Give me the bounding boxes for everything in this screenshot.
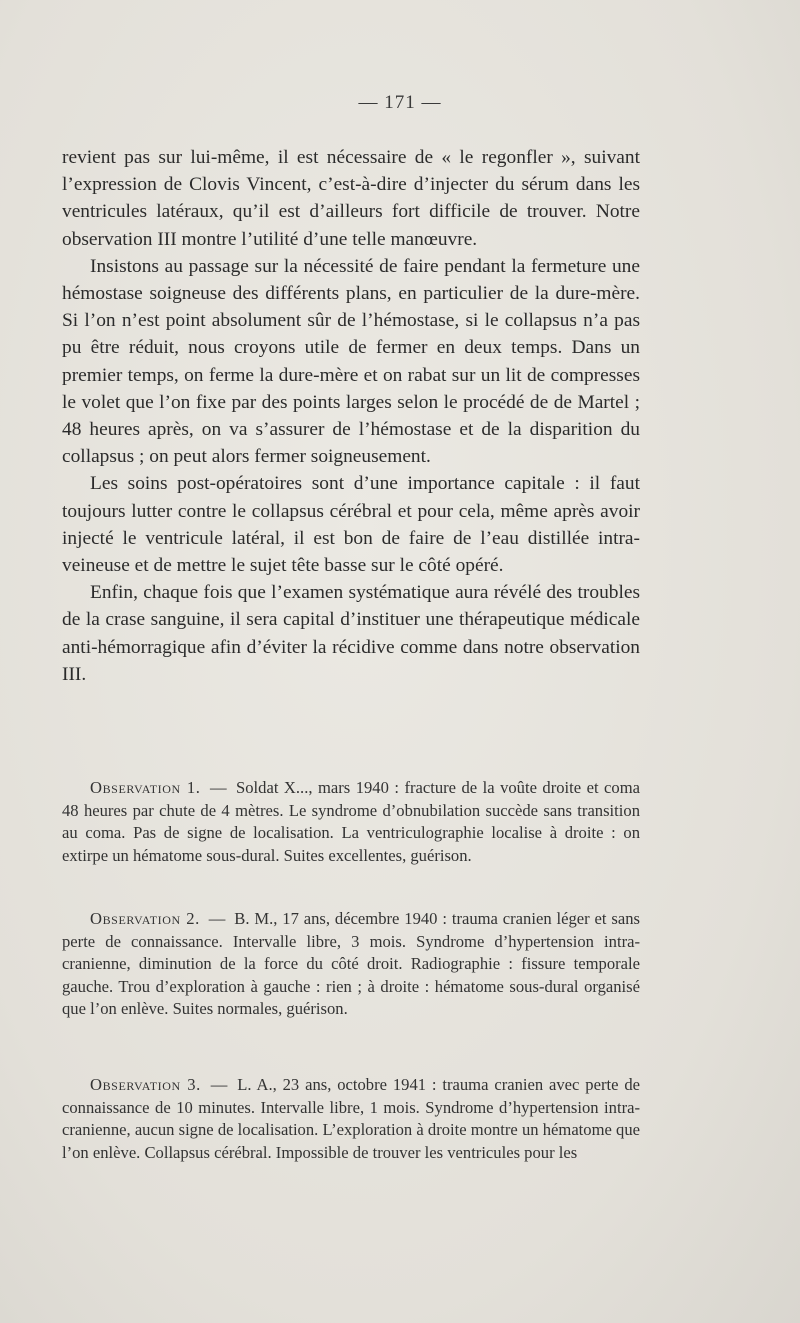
observation-2 <box>62 908 640 1021</box>
paragraph: revient pas sur lui-même, il est nécessaire de « le regonfler », suivant l’expression de Clovis Vincent, c’est-à-dire d’injecter du sérum dans les ventricules latéraux, qu’il est d’ailleurs fort difficile de trouver. Notre observation III montre l’utilité d’une telle manœuvre. <box>62 147 640 250</box>
paragraph: Les soins post-opératoires sont d’une importance capitale : il faut toujours lutter contre le collapsus cérébral et pour cela, même après avoir injecté le ventricule latéral, il est bon de faire de l’eau distillée intra-veineuse et de mettre le sujet tête basse sur le côté opéré. <box>62 473 640 577</box>
observation-3 <box>62 1074 640 1164</box>
observation-dash: — <box>210 1075 228 1094</box>
observation-dash: — <box>209 778 227 797</box>
observation-label: Observation 3. <box>90 1075 201 1094</box>
paragraph: Enfin, chaque fois que l’examen systématique aura révélé des troubles de la crase sanguine, il sera capital d’instituer une thérapeutique médicale anti-hémorragique afin d’éviter la récidive comme dans notre observation III. <box>62 582 640 685</box>
observation-text: Soldat X..., mars 1940 : fracture de la voûte droite et coma 48 heures par chute de 4 mètres. Le syndrome d’obnubilation succède sans transition au coma. Pas de signe de localisation. La ventriculographie localise à droite : on extirpe un hématome sous-dural. Suites excellentes, guérison. <box>62 778 640 865</box>
observation-text: B. M., 17 ans, décembre 1940 : trauma cranien léger et sans perte de connaissance. Intervalle libre, 3 mois. Syndrome d’hypertension intra-cranienne, diminution de la force du côté droit. Radiographie : fissure temporale gauche. Trou d’exploration à gauche : rien ; à droite : hématome sous-dural organisé que l’on enlève. Suites normales, guérison. <box>62 909 640 1019</box>
paragraph: Insistons au passage sur la nécessité de faire pendant la fermeture une hémostase soigneuse des différents plans, en particulier de la dure-mère. Si l’on n’est point absolument sûr de l’hémostase, si le collapsus n’a pas pu être réduit, nous croyons utile de fermer en deux temps. Dans un premier temps, on ferme la dure-mère et on rabat sur un lit de compresses le volet que l’on fixe par des points larges selon le procédé de de Martel ; 48 heures après, on va s’assurer de l’hémostase et de la disparition du collapsus ; on peut alors fermer soigneusement. <box>62 255 640 468</box>
observation-label: Observation 2. <box>90 909 200 928</box>
observation-label: Observation 1. <box>90 778 201 797</box>
page-number: — 171 — <box>358 92 442 113</box>
main-text <box>62 144 640 688</box>
observation-text: L. A., 23 ans, octobre 1941 : trauma cranien avec perte de connaissance de 10 minutes. Intervalle libre, 1 mois. Syndrome d’hypertension intra-cranienne, aucun signe de localisation. L’exploration à droite montre un hématome que l’on enlève. Collapsus cérébral. Impossible de trouver les ventricules pour les <box>62 1075 640 1162</box>
observation-1 <box>62 777 640 867</box>
observation-dash: — <box>208 909 226 928</box>
